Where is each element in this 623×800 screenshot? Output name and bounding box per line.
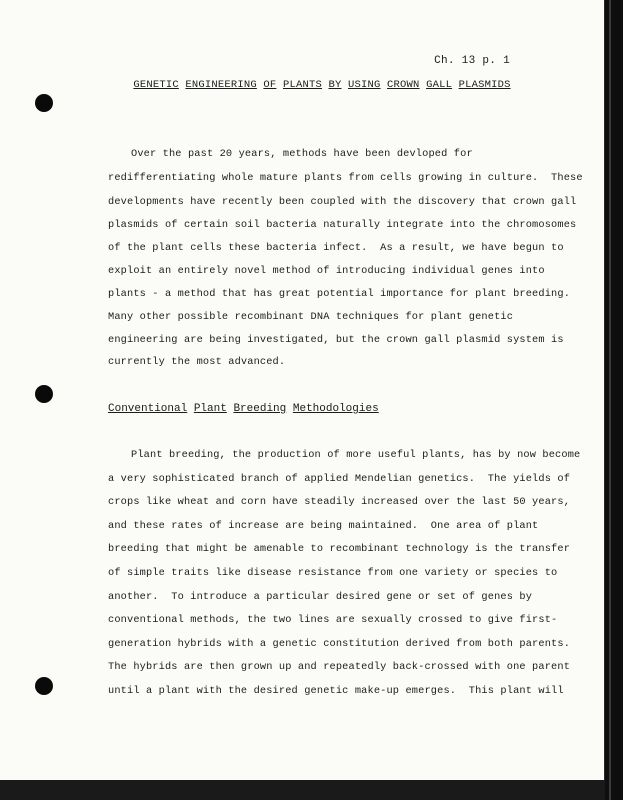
text-line: engineering are being investigated, but the crown gall plasmid system is bbox=[108, 334, 564, 346]
punch-hole bbox=[35, 385, 53, 403]
scan-background-bottom bbox=[0, 780, 605, 800]
heading-word: Methodologies bbox=[292, 403, 379, 415]
title-word: ENGINEERING bbox=[185, 79, 257, 91]
text-line: Over the past 20 years, methods have been devloped for bbox=[131, 148, 473, 160]
text-line: Plant breeding, the production of more useful plants, has by now become bbox=[131, 449, 581, 461]
page-number: Ch. 13 p. 1 bbox=[434, 55, 510, 67]
document-title bbox=[40, 79, 604, 91]
text-line: crops like wheat and corn have steadily increased over the last 50 years, bbox=[108, 496, 571, 508]
text-line: plants - a method that has great potential importance for plant breeding. bbox=[108, 288, 571, 300]
text-line: a very sophisticated branch of applied Mendelian genetics. The yields of bbox=[108, 473, 571, 485]
text-line: breeding that might be amenable to recombinant technology is the transfer bbox=[108, 543, 571, 555]
heading-word: Breeding bbox=[233, 403, 287, 415]
text-line: currently the most advanced. bbox=[108, 356, 286, 368]
text-line: of the plant cells these bacteria infect. As a result, we have begun to bbox=[108, 242, 564, 254]
section-heading bbox=[108, 403, 379, 415]
text-line: conventional methods, the two lines are sexually crossed to give first- bbox=[108, 614, 558, 626]
text-line: redifferentiating whole mature plants from cells growing in culture. These bbox=[108, 172, 583, 184]
heading-word: Plant bbox=[193, 403, 227, 415]
title-word: GENETIC bbox=[133, 79, 179, 91]
text-line: until a plant with the desired genetic make-up emerges. This plant will bbox=[108, 685, 564, 697]
title-word: GALL bbox=[426, 79, 453, 91]
title-word: PLANTS bbox=[282, 79, 322, 91]
text-line: another. To introduce a particular desired gene or set of genes by bbox=[108, 591, 533, 603]
title-word: USING bbox=[348, 79, 381, 91]
title-word: CROWN bbox=[387, 79, 420, 91]
punch-hole bbox=[35, 677, 53, 695]
punch-hole bbox=[35, 94, 53, 112]
text-line: developments have recently been coupled with the discovery that crown gall bbox=[108, 196, 577, 208]
title-word: PLASMIDS bbox=[458, 79, 511, 91]
text-line: generation hybrids with a genetic constitution derived from both parents. bbox=[108, 638, 571, 650]
text-line: and these rates of increase are being maintained. One area of plant bbox=[108, 520, 539, 532]
text-line: of simple traits like disease resistance from one variety or species to bbox=[108, 567, 558, 579]
scan-background-edge bbox=[605, 0, 623, 800]
text-line: exploit an entirely novel method of introducing individual genes into bbox=[108, 265, 545, 277]
title-word: OF bbox=[263, 79, 277, 91]
text-line: The hybrids are then grown up and repeatedly back-crossed with one parent bbox=[108, 661, 571, 673]
title-word: BY bbox=[328, 79, 342, 91]
text-line: Many other possible recombinant DNA techniques for plant genetic bbox=[108, 311, 514, 323]
text-line: plasmids of certain soil bacteria naturally integrate into the chromosomes bbox=[108, 219, 577, 231]
heading-word: Conventional bbox=[108, 403, 188, 415]
